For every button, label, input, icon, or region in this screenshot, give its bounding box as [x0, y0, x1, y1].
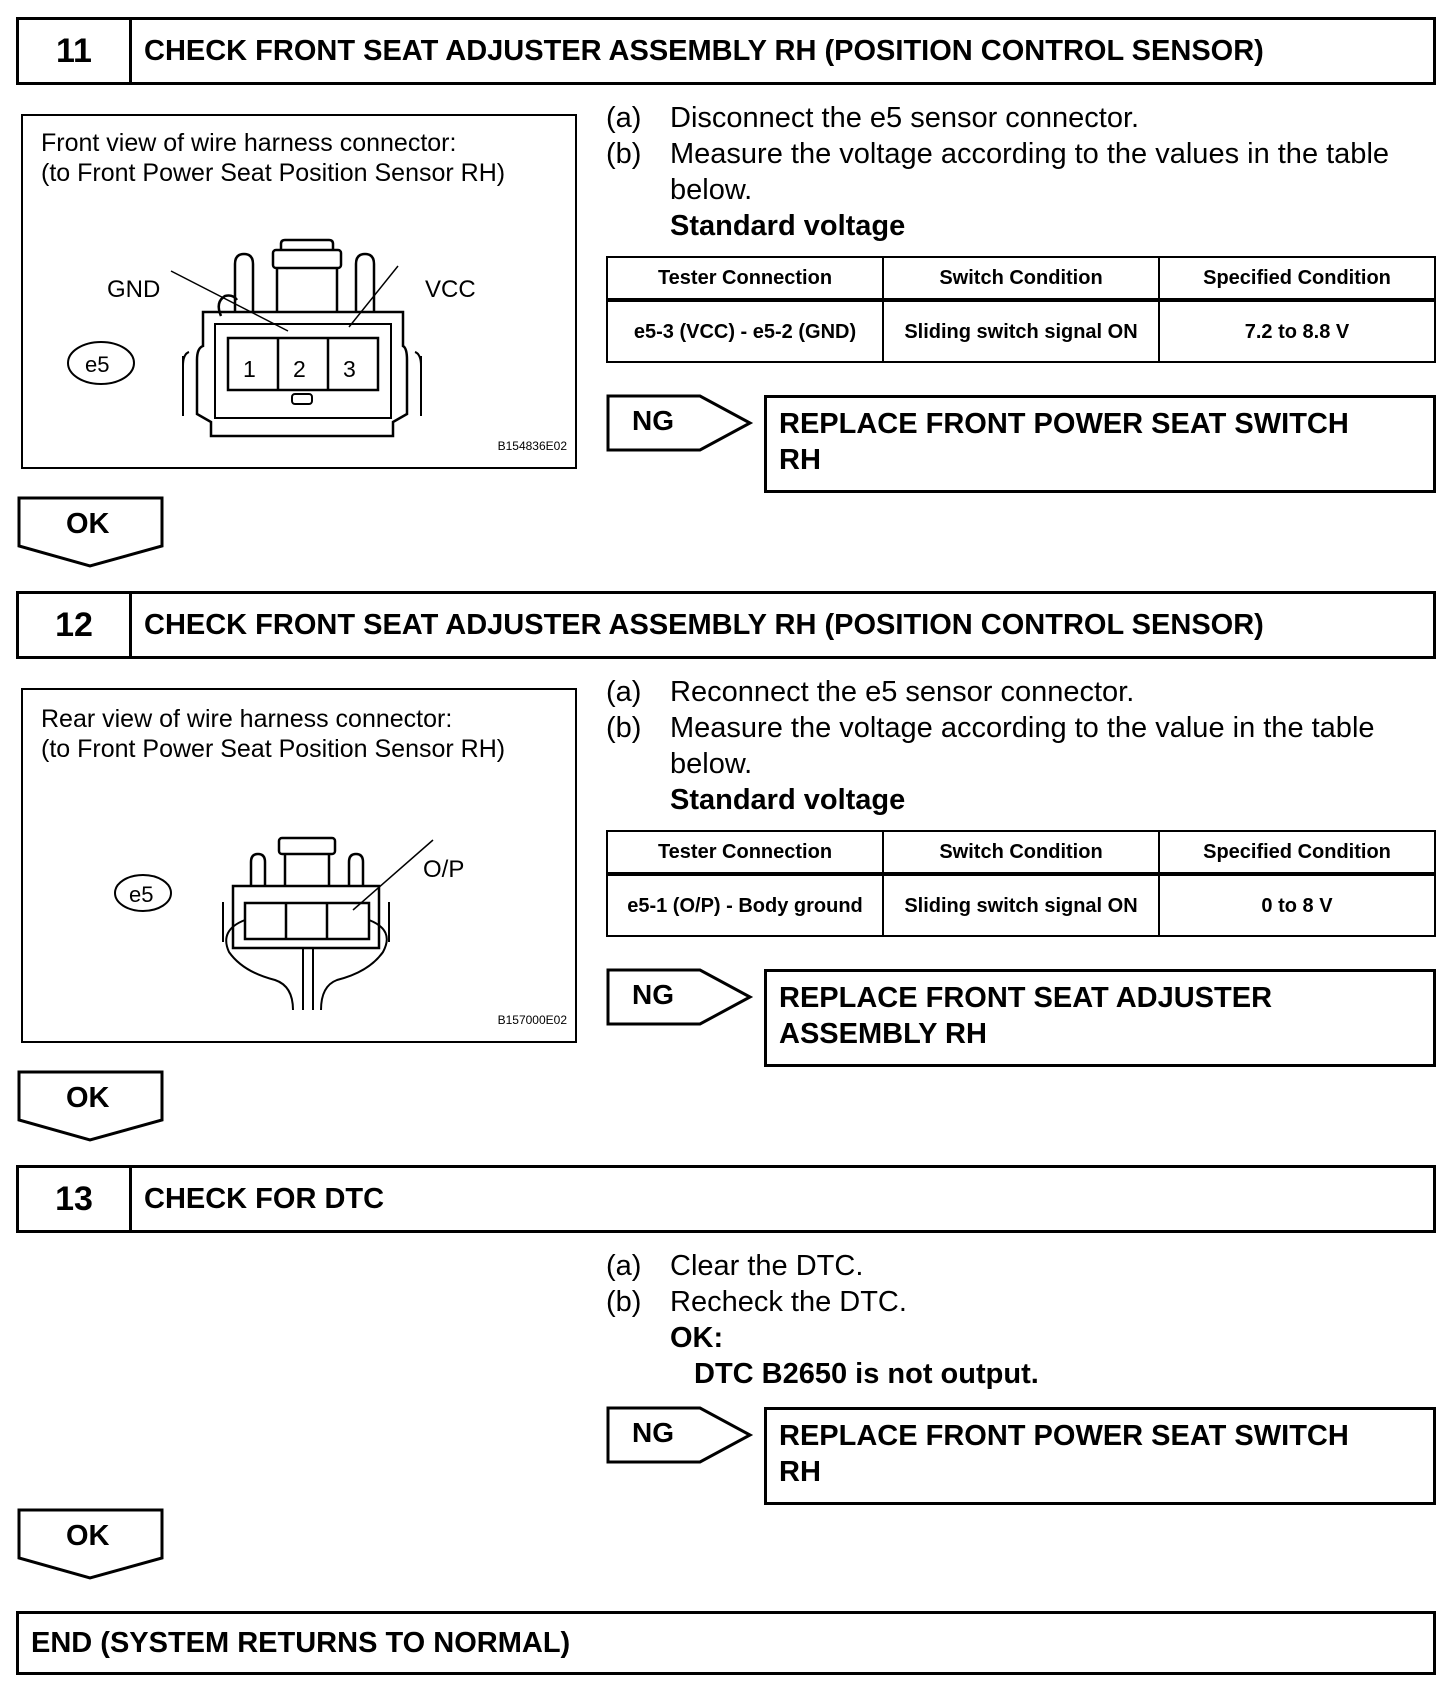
- instruction-text: Recheck the DTC.: [670, 1286, 907, 1318]
- ok-condition-detail: DTC B2650 is not output.: [694, 1358, 1039, 1390]
- gnd-label: GND: [107, 276, 161, 303]
- figure-id: B157000E02: [497, 1013, 567, 1027]
- standard-voltage-label: Standard voltage: [670, 210, 906, 242]
- column-header: Switch Condition: [883, 831, 1159, 874]
- instruction-label: (b): [606, 712, 642, 744]
- connector-figure-front-view: [21, 114, 577, 469]
- ok-label: OK: [66, 1520, 110, 1552]
- ng-arrow-shape: [606, 968, 754, 1026]
- ng-result-box: [764, 969, 1436, 1067]
- step-number: 11: [19, 20, 132, 82]
- table-cell: e5-1 (O/P) - Body ground: [607, 874, 883, 936]
- ng-label: NG: [632, 1417, 674, 1448]
- instruction-label: (b): [606, 138, 642, 170]
- step-title: CHECK FOR DTC: [144, 1182, 385, 1215]
- ng-result-box: [764, 1407, 1436, 1505]
- column-header: Tester Connection: [607, 831, 883, 874]
- figure-caption-line2: (to Front Power Seat Position Sensor RH): [41, 159, 506, 187]
- column-header: Tester Connection: [607, 257, 883, 300]
- column-header: Switch Condition: [883, 257, 1159, 300]
- ng-label: NG: [632, 405, 674, 436]
- instruction-a: [606, 1248, 1436, 1284]
- ng-result-text: REPLACE FRONT POWER SEAT SWITCH RH: [779, 1420, 1349, 1488]
- instruction-text: Clear the DTC.: [670, 1250, 864, 1282]
- instruction-text: Reconnect the e5 sensor connector.: [670, 676, 1135, 708]
- figure-caption-line1: Front view of wire harness connector:: [41, 129, 457, 157]
- column-header: Specified Condition: [1159, 257, 1435, 300]
- instruction-b-continuation: below.: [670, 748, 753, 780]
- instruction-text: Measure the voltage according to the values in the table: [670, 138, 1390, 170]
- instruction-label: (a): [606, 676, 642, 708]
- table-header-row: [607, 831, 1435, 874]
- table-cell: 7.2 to 8.8 V: [1159, 300, 1435, 362]
- step-number: 12: [19, 594, 132, 656]
- standard-voltage-table: [606, 256, 1436, 363]
- instruction-b-continuation: below.: [670, 174, 753, 206]
- figure-id: B154836E02: [497, 439, 567, 453]
- vcc-label: VCC: [425, 276, 476, 303]
- connector-e5-label: e5: [129, 882, 154, 907]
- pin-3-label: 3: [343, 356, 356, 382]
- instruction-text: Disconnect the e5 sensor connector.: [670, 102, 1140, 134]
- connector-front-diagram: [23, 116, 575, 467]
- ng-arrow-shape: [606, 394, 754, 452]
- op-label: O/P: [423, 856, 465, 883]
- pin-2-label: 2: [293, 356, 306, 382]
- end-text: END (SYSTEM RETURNS TO NORMAL): [31, 1626, 571, 1659]
- figure-caption-line2: (to Front Power Seat Position Sensor RH): [41, 735, 506, 763]
- connector-figure-rear-view: [21, 688, 577, 1043]
- ok-label: OK: [66, 508, 110, 540]
- instruction-text: Measure the voltage according to the value in the table: [670, 712, 1375, 744]
- column-header: Specified Condition: [1159, 831, 1435, 874]
- connector-rear-diagram: [23, 690, 575, 1041]
- connector-e5-label: e5: [85, 352, 110, 377]
- figure-caption-line1: Rear view of wire harness connector:: [41, 705, 453, 733]
- instruction-label: (a): [606, 102, 642, 134]
- instruction-b: [606, 1284, 1436, 1320]
- step-title: CHECK FRONT SEAT ADJUSTER ASSEMBLY RH (POSITION CONTROL SENSOR): [144, 34, 1264, 67]
- ng-result-text: REPLACE FRONT SEAT ADJUSTER ASSEMBLY RH: [779, 982, 1273, 1050]
- step-title: CHECK FRONT SEAT ADJUSTER ASSEMBLY RH (POSITION CONTROL SENSOR): [144, 608, 1264, 641]
- table-cell: e5-3 (VCC) - e5-2 (GND): [607, 300, 883, 362]
- instruction-label: (b): [606, 1286, 642, 1318]
- table-cell: Sliding switch signal ON: [883, 300, 1159, 362]
- step-13-header: [16, 1165, 1436, 1233]
- instruction-a: [606, 100, 1436, 136]
- ng-result-box: [764, 395, 1436, 493]
- instruction-label: (a): [606, 1250, 642, 1282]
- end-box: [16, 1611, 1436, 1675]
- ng-label: NG: [632, 979, 674, 1010]
- standard-voltage-table: [606, 830, 1436, 937]
- table-cell: Sliding switch signal ON: [883, 874, 1159, 936]
- instruction-b: [606, 710, 1436, 746]
- table-header-row: [607, 257, 1435, 300]
- ng-arrow-shape: [606, 1406, 754, 1464]
- ok-condition-heading: OK:: [670, 1322, 724, 1354]
- ng-result-text: REPLACE FRONT POWER SEAT SWITCH RH: [779, 408, 1349, 476]
- step-11-header: [16, 17, 1436, 85]
- instruction-a: [606, 674, 1436, 710]
- step-number: 13: [19, 1168, 132, 1230]
- ok-label: OK: [66, 1082, 110, 1114]
- step-12-header: [16, 591, 1436, 659]
- table-row: [607, 300, 1435, 362]
- step-11-instructions: [606, 100, 1436, 244]
- instruction-b: [606, 136, 1436, 172]
- pin-1-label: 1: [243, 356, 256, 382]
- step-12-instructions: [606, 674, 1436, 818]
- table-row: [607, 874, 1435, 936]
- step-13-instructions: [606, 1248, 1436, 1392]
- standard-voltage-label: Standard voltage: [670, 784, 906, 816]
- table-cell: 0 to 8 V: [1159, 874, 1435, 936]
